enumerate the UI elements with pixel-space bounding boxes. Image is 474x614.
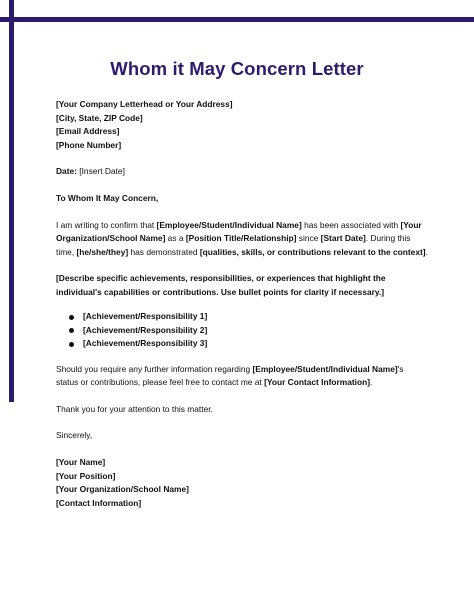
instruction-paragraph: [Describe specific achievements, responsibilities, or experiences that highlight the individual's capabilities or contributions. Use bullet points for clarity if necessary.]	[56, 273, 386, 297]
para1-name-placeholder: [Employee/Student/Individual Name]	[156, 219, 302, 230]
para1-qualities-placeholder: [qualities, skills, or contributions relevant to the context]	[199, 246, 426, 257]
signature-position: [Your Position]	[56, 470, 116, 481]
para1-text-4: since	[296, 233, 321, 244]
signature-block	[56, 456, 428, 510]
list-item	[56, 324, 428, 337]
top-accent-bar	[0, 17, 474, 22]
date-line	[56, 165, 428, 179]
sender-block	[56, 98, 428, 152]
para1-text-6: has demonstrated	[128, 246, 200, 257]
signature-organization: [Your Organization/School Name]	[56, 484, 189, 495]
para2-contact-placeholder: [Your Contact Information]	[264, 377, 371, 388]
para2-text-1: Should you require any further information regarding	[56, 363, 253, 374]
achievement-list	[56, 311, 428, 351]
letter-body	[56, 98, 428, 510]
para1-position-placeholder: [Position Title/Relationship]	[185, 233, 297, 244]
para1-pronoun-placeholder: [he/she/they]	[76, 246, 129, 257]
salutation: To Whom It May Concern,	[56, 192, 159, 203]
para2-text-3: .	[370, 377, 373, 388]
date-label: Date:	[56, 166, 77, 177]
sender-phone-line: [Phone Number]	[56, 139, 122, 150]
para1-text-7: .	[425, 246, 428, 257]
list-item	[56, 311, 428, 324]
closing-line: Sincerely,	[56, 430, 93, 441]
para2-text-2: 's status or contributions, please feel free to contact me at	[56, 363, 404, 388]
list-item-label: [Achievement/Responsibility 1]	[83, 311, 208, 322]
body-paragraph-1	[56, 219, 428, 260]
para1-text-2: has been associated with	[301, 219, 401, 230]
signature-contact: [Contact Information]	[56, 497, 142, 508]
bullet-icon	[69, 328, 74, 333]
letter-title: Whom it May Concern Letter	[110, 58, 364, 79]
bullet-icon	[69, 342, 74, 347]
para1-text-5: . During this time,	[56, 233, 411, 257]
thanks-line: Thank you for your attention to this matter.	[56, 403, 213, 414]
signature-name: [Your Name]	[56, 457, 106, 468]
list-item-label: [Achievement/Responsibility 2]	[83, 324, 208, 335]
para1-start-date-placeholder: [Start Date]	[320, 233, 366, 244]
bullet-icon	[69, 315, 74, 320]
para1-text-1: I am writing to confirm that	[56, 219, 157, 230]
sender-address-line: [Your Company Letterhead or Your Address]	[56, 99, 233, 109]
date-value: [Insert Date]	[76, 166, 125, 177]
body-paragraph-2	[56, 363, 428, 390]
sender-city-line: [City, State, ZIP Code]	[56, 112, 143, 123]
para1-organization-placeholder: [Your Organization/School Name]	[56, 219, 422, 244]
list-item	[56, 337, 428, 350]
sender-email-line: [Email Address]	[56, 126, 120, 137]
para1-text-3: as a	[165, 233, 186, 244]
para2-name-placeholder: [Employee/Student/Individual Name]	[252, 363, 398, 374]
list-item-label: [Achievement/Responsibility 3]	[83, 338, 208, 349]
